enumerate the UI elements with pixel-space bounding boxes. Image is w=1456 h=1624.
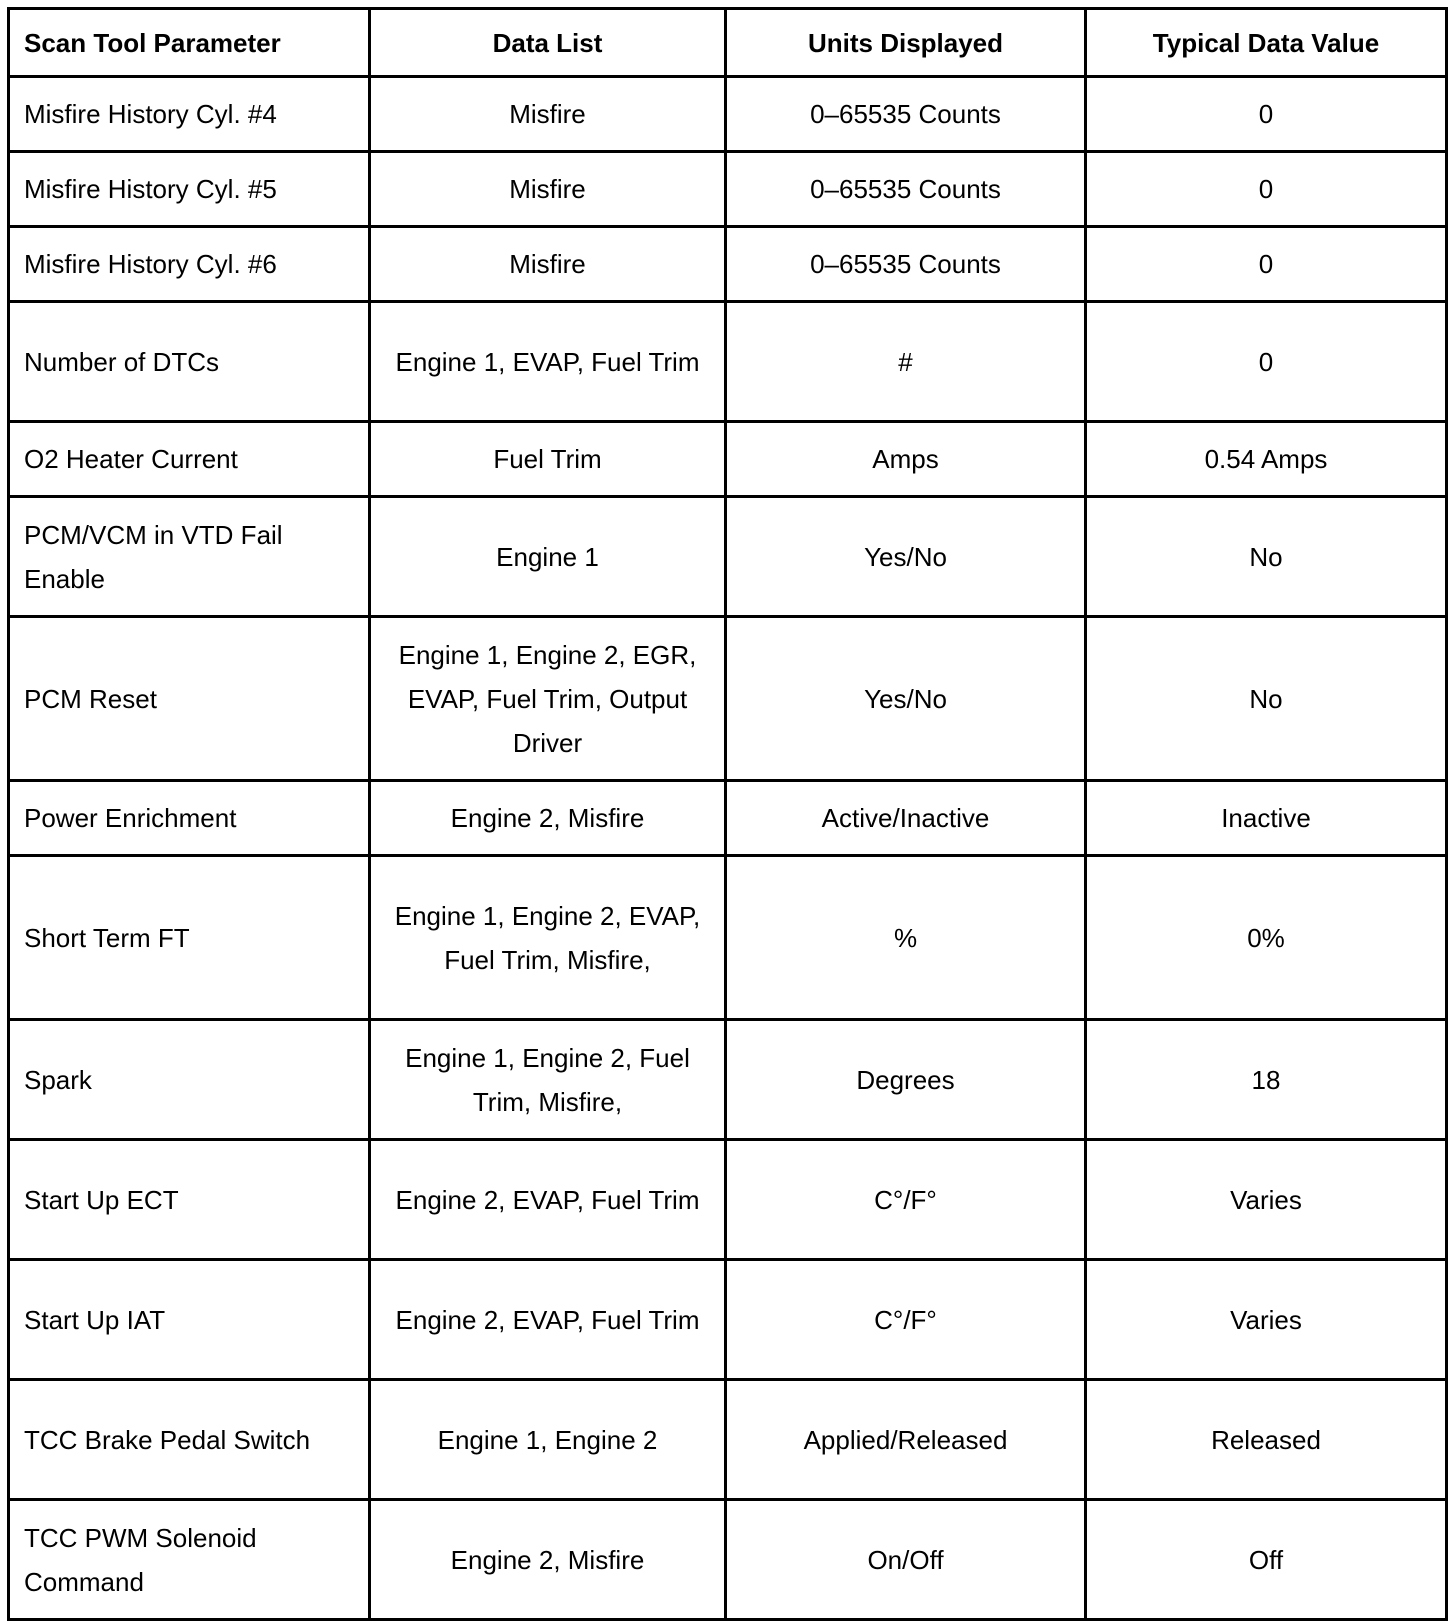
cell-typical-value: No (1086, 497, 1447, 617)
cell-parameter: Misfire History Cyl. #6 (9, 227, 370, 302)
cell-data-list: Engine 1, EVAP, Fuel Trim (370, 302, 726, 422)
cell-parameter: Number of DTCs (9, 302, 370, 422)
cell-units: 0–65535 Counts (726, 77, 1086, 152)
table-header-row (9, 9, 1447, 77)
cell-data-list: Engine 1, Engine 2, EVAP, Fuel Trim, Misfire, (370, 856, 726, 1020)
cell-units: % (726, 856, 1086, 1020)
cell-units: 0–65535 Counts (726, 227, 1086, 302)
cell-data-list: Engine 2, Misfire (370, 1500, 726, 1620)
table-row (9, 617, 1447, 781)
cell-typical-value: Inactive (1086, 781, 1447, 856)
cell-parameter: Start Up IAT (9, 1260, 370, 1380)
cell-data-list: Misfire (370, 152, 726, 227)
cell-data-list: Engine 1, Engine 2, Fuel Trim, Misfire, (370, 1020, 726, 1140)
cell-data-list: Engine 2, EVAP, Fuel Trim (370, 1260, 726, 1380)
cell-typical-value: 0.54 Amps (1086, 422, 1447, 497)
table-row (9, 152, 1447, 227)
cell-units: Amps (726, 422, 1086, 497)
cell-typical-value: 0 (1086, 302, 1447, 422)
cell-data-list: Misfire (370, 77, 726, 152)
cell-parameter: PCM/VCM in VTD Fail Enable (9, 497, 370, 617)
cell-typical-value: 0 (1086, 152, 1447, 227)
table-row (9, 1260, 1447, 1380)
cell-parameter: TCC PWM Solenoid Command (9, 1500, 370, 1620)
cell-parameter: O2 Heater Current (9, 422, 370, 497)
table-row (9, 497, 1447, 617)
cell-parameter: Spark (9, 1020, 370, 1140)
cell-units: Yes/No (726, 617, 1086, 781)
cell-parameter: Start Up ECT (9, 1140, 370, 1260)
cell-units: Degrees (726, 1020, 1086, 1140)
cell-data-list: Fuel Trim (370, 422, 726, 497)
cell-data-list: Misfire (370, 227, 726, 302)
cell-data-list: Engine 1 (370, 497, 726, 617)
cell-parameter: Power Enrichment (9, 781, 370, 856)
cell-data-list: Engine 2, EVAP, Fuel Trim (370, 1140, 726, 1260)
cell-parameter: Misfire History Cyl. #5 (9, 152, 370, 227)
table-row (9, 781, 1447, 856)
cell-parameter: TCC Brake Pedal Switch (9, 1380, 370, 1500)
cell-units: 0–65535 Counts (726, 152, 1086, 227)
cell-typical-value: 0 (1086, 227, 1447, 302)
header-typical-data-value: Typical Data Value (1086, 9, 1447, 77)
table-row (9, 1140, 1447, 1260)
cell-typical-value: Off (1086, 1500, 1447, 1620)
cell-units: Yes/No (726, 497, 1086, 617)
table-row (9, 422, 1447, 497)
cell-typical-value: Varies (1086, 1260, 1447, 1380)
cell-parameter: Short Term FT (9, 856, 370, 1020)
cell-parameter: PCM Reset (9, 617, 370, 781)
cell-data-list: Engine 1, Engine 2 (370, 1380, 726, 1500)
cell-units: Applied/Released (726, 1380, 1086, 1500)
table-row (9, 1380, 1447, 1500)
cell-units: # (726, 302, 1086, 422)
cell-typical-value: 18 (1086, 1020, 1447, 1140)
table-row (9, 302, 1447, 422)
table-row (9, 227, 1447, 302)
table-row (9, 77, 1447, 152)
table-row (9, 1020, 1447, 1140)
cell-typical-value: Released (1086, 1380, 1447, 1500)
header-units-displayed: Units Displayed (726, 9, 1086, 77)
cell-typical-value: 0% (1086, 856, 1447, 1020)
cell-typical-value: Varies (1086, 1140, 1447, 1260)
table-row (9, 856, 1447, 1020)
cell-typical-value: 0 (1086, 77, 1447, 152)
cell-units: Active/Inactive (726, 781, 1086, 856)
cell-typical-value: No (1086, 617, 1447, 781)
cell-units: On/Off (726, 1500, 1086, 1620)
cell-parameter: Misfire History Cyl. #4 (9, 77, 370, 152)
table-row (9, 1500, 1447, 1620)
header-data-list: Data List (370, 9, 726, 77)
scan-tool-data-table (7, 7, 1448, 1621)
cell-units: C°/F° (726, 1260, 1086, 1380)
header-scan-tool-parameter: Scan Tool Parameter (9, 9, 370, 77)
cell-units: C°/F° (726, 1140, 1086, 1260)
cell-data-list: Engine 1, Engine 2, EGR, EVAP, Fuel Trim, Output Driver (370, 617, 726, 781)
cell-data-list: Engine 2, Misfire (370, 781, 726, 856)
